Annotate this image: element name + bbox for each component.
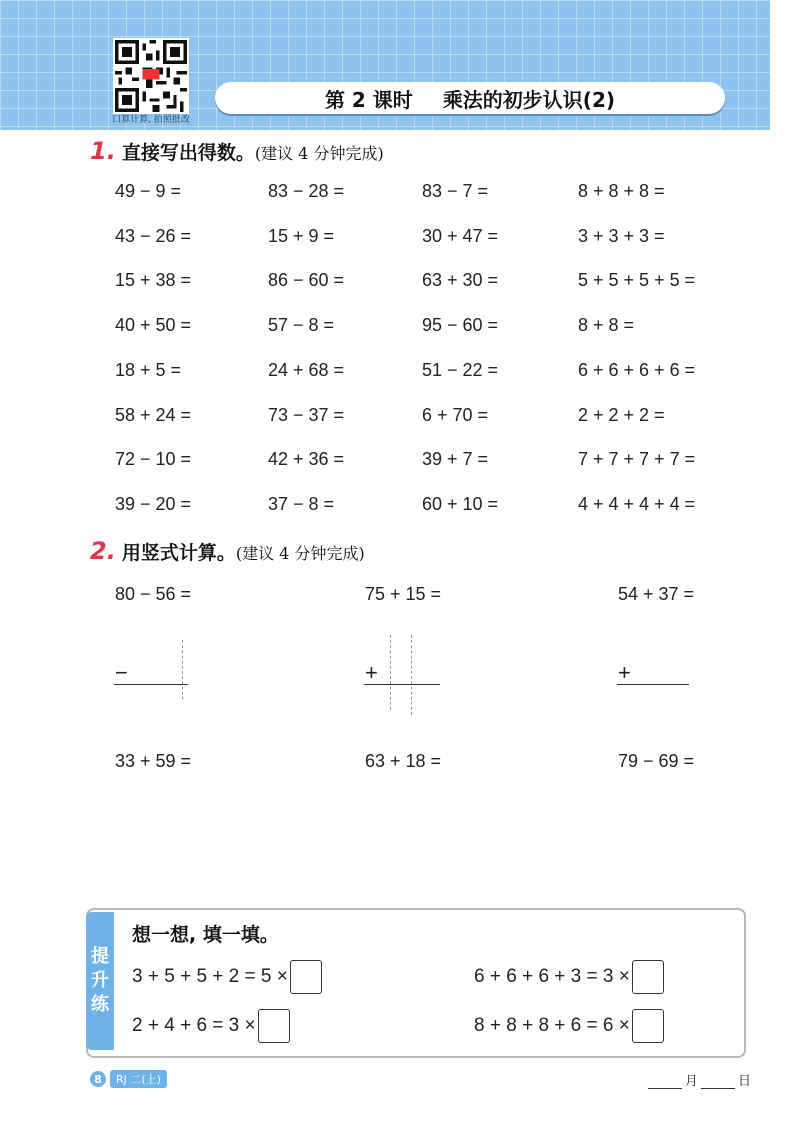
arithmetic-problem: 73 − 37 = [268, 405, 345, 425]
answer-box[interactable] [632, 960, 664, 994]
question-1-note: (建议 4 分钟完成) [254, 144, 384, 163]
arithmetic-problem: 8 + 8 = [578, 315, 635, 335]
arithmetic-problem: 18 + 5 = [115, 360, 182, 380]
question-2-note: (建议 4 分钟完成) [235, 544, 365, 563]
plus-sign: + [618, 660, 631, 685]
arithmetic-problem: 5 + 5 + 5 + 5 = [578, 270, 696, 290]
arithmetic-problem: 57 − 8 = [268, 315, 335, 335]
vertical-calc-problem: 75 + 15 = [365, 584, 442, 604]
arithmetic-problem: 4 + 4 + 4 + 4 = [578, 494, 696, 514]
minus-sign: − [115, 660, 128, 685]
arithmetic-problem: 15 + 38 = [115, 270, 192, 290]
fill-in-item [474, 1009, 664, 1043]
answer-line [364, 684, 440, 685]
arithmetic-problem: 63 + 30 = [422, 270, 499, 290]
arithmetic-problem: 83 − 28 = [268, 181, 345, 201]
answer-line [617, 684, 689, 685]
arithmetic-problem: 86 − 60 = [268, 270, 345, 290]
arithmetic-problem: 40 + 50 = [115, 315, 192, 335]
question-1-number: 1. [90, 137, 116, 165]
answer-box[interactable] [258, 1009, 290, 1043]
arithmetic-problem: 3 + 3 + 3 = [578, 226, 665, 246]
tab-char: 提 [91, 946, 109, 967]
arithmetic-problem: 7 + 7 + 7 + 7 = [578, 449, 696, 469]
practice-title: 想一想, 填一填。 [132, 924, 279, 946]
arithmetic-problem: 6 + 70 = [422, 405, 489, 425]
arithmetic-problem: 2 + 2 + 2 = [578, 405, 665, 425]
fill-in-expression: 3 + 5 + 5 + 2 = 5 × [132, 966, 288, 987]
lesson-title: 乘法的初步认识(2) [442, 87, 616, 112]
question-2-title [90, 537, 365, 565]
fill-in-expression: 8 + 8 + 8 + 6 = 6 × [474, 1015, 630, 1036]
arithmetic-problem: 72 − 10 = [115, 449, 192, 469]
answer-box[interactable] [290, 960, 322, 994]
fill-in-expression: 6 + 6 + 6 + 3 = 3 × [474, 966, 630, 987]
guide-line [390, 635, 391, 710]
arithmetic-problem: 51 − 22 = [422, 360, 499, 380]
arithmetic-problem: 60 + 10 = [422, 494, 499, 514]
month-label: 月 [685, 1074, 699, 1089]
fill-in-expression: 2 + 4 + 6 = 3 × [132, 1015, 256, 1036]
arithmetic-problem: 39 + 7 = [422, 449, 489, 469]
tab-char: 升 [91, 970, 109, 991]
practice-tab [86, 912, 114, 1050]
question-1-title [90, 137, 384, 165]
arithmetic-problem: 83 − 7 = [422, 181, 489, 201]
question-2-number: 2. [90, 537, 116, 565]
plus-sign: + [365, 660, 378, 685]
footer-page-info [90, 1070, 167, 1088]
fill-in-item [132, 960, 322, 994]
date-field [645, 1070, 751, 1089]
arithmetic-problem: 95 − 60 = [422, 315, 499, 335]
arithmetic-problem: 15 + 9 = [268, 226, 335, 246]
vertical-calc-problem: 63 + 18 = [365, 751, 442, 771]
question-2-text: 用竖式计算。 [121, 542, 236, 564]
guide-line [182, 640, 183, 700]
qr-caption: 口算计算, 拍照批改 [112, 115, 190, 125]
fill-in-item [132, 1009, 290, 1043]
arithmetic-problem: 42 + 36 = [268, 449, 345, 469]
month-blank[interactable] [648, 1074, 682, 1089]
arithmetic-problem: 37 − 8 = [268, 494, 335, 514]
arithmetic-problem: 6 + 6 + 6 + 6 = [578, 360, 696, 380]
guide-line [411, 635, 412, 715]
arithmetic-problem: 43 − 26 = [115, 226, 192, 246]
vertical-calc-problem: 80 − 56 = [115, 584, 192, 604]
question-1-text: 直接写出得数。 [121, 142, 255, 164]
lesson-title-bar [215, 82, 725, 114]
arithmetic-problem: 39 − 20 = [115, 494, 192, 514]
answer-line [114, 684, 188, 685]
day-blank[interactable] [701, 1074, 735, 1089]
vertical-calc-problem: 33 + 59 = [115, 751, 192, 771]
day-label: 日 [738, 1074, 752, 1089]
vertical-calc-problem: 79 − 69 = [618, 751, 695, 771]
page-number: 8 [90, 1071, 106, 1087]
arithmetic-problem: 24 + 68 = [268, 360, 345, 380]
arithmetic-problem: 8 + 8 + 8 = [578, 181, 665, 201]
arithmetic-problem: 49 − 9 = [115, 181, 182, 201]
arithmetic-problem: 58 + 24 = [115, 405, 192, 425]
answer-box[interactable] [632, 1009, 664, 1043]
qr-code-icon[interactable] [113, 38, 189, 114]
tab-char: 练 [91, 994, 109, 1015]
fill-in-item [474, 960, 664, 994]
vertical-calc-problem: 54 + 37 = [618, 584, 695, 604]
edition-tag: RJ 二(上) [110, 1070, 167, 1088]
lesson-number: 第 2 课时 [324, 87, 413, 112]
arithmetic-problem: 30 + 47 = [422, 226, 499, 246]
